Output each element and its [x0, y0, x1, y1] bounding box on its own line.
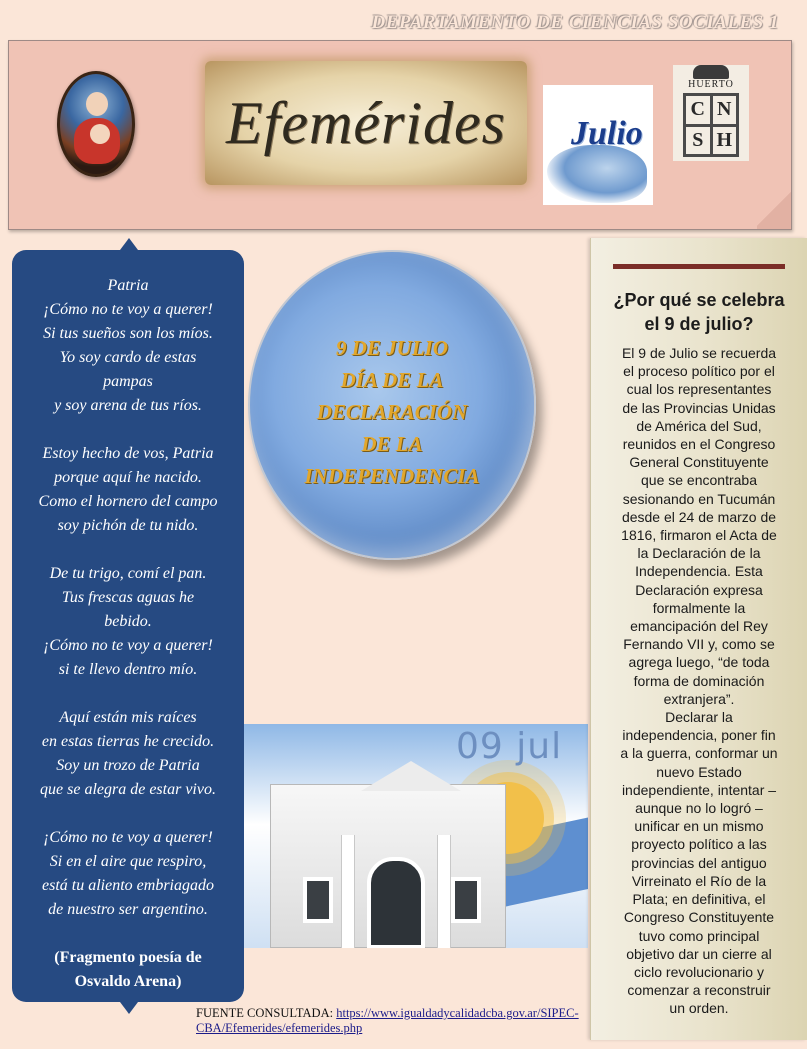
poem-line: Tus frescas aguas he — [61, 589, 195, 606]
sidebar-body-line: 1816, firmaron el Acta de — [621, 527, 777, 544]
sidebar-body-line: Virreinato el Río de la — [631, 872, 767, 889]
source-link-line: CBA/Efemerides/efemerides.php — [196, 1021, 363, 1035]
sidebar-body-line: la Declaración de la — [637, 545, 761, 562]
sidebar-body-line: de América del Sud, — [636, 417, 762, 434]
sidebar-body-line: Independencia. Esta — [635, 563, 763, 580]
sidebar-body-line: El 9 de Julio se recuerda — [621, 345, 777, 361]
sidebar-body-line: proyecto político a las — [631, 836, 767, 853]
sidebar-body-line: agrega luego, “de toda — [628, 654, 770, 671]
facade-column — [341, 835, 355, 948]
sidebar-body-line: extranjera”. — [663, 690, 735, 707]
sidebar-body — [599, 344, 799, 1016]
poem-line: Estoy hecho de vos, Patria — [42, 445, 214, 462]
poem-line: De tu trigo, comí el pan. — [49, 565, 207, 582]
julio-swirl — [547, 145, 647, 203]
poem-line: ¡Cómo no te voy a querer! — [43, 637, 213, 654]
sidebar-body-line: forma de dominación — [633, 672, 765, 689]
sidebar-body-line: independencia, poner fin — [622, 727, 776, 744]
date-line: DE LA — [361, 432, 423, 456]
sidebar-body-line: el proceso político por el — [623, 363, 775, 380]
sidebar-body-line: emancipación del Rey — [630, 618, 768, 635]
facade-pediment — [361, 761, 461, 791]
poem-stanza — [12, 826, 244, 922]
poem-line: Como el hornero del campo — [38, 493, 218, 510]
poem-line: Si en el aire que respiro, — [49, 853, 207, 870]
crest-crown-icon — [693, 65, 729, 79]
sidebar-body-line: ciclo revolucionario y — [634, 963, 764, 980]
poem-notch-top — [120, 238, 138, 250]
poem-line: Patria — [107, 277, 149, 294]
date-circle — [248, 250, 536, 560]
poem-line: si te llevo dentro mío. — [58, 661, 198, 678]
sidebar-body-line: que se encontraba — [641, 472, 757, 489]
poem-line: que se alegra de estar vivo. — [40, 781, 216, 798]
sidebar-body-line: comenzar a reconstruir — [627, 982, 771, 999]
medallion-face — [86, 92, 108, 116]
sidebar-body-line: tuvo como principal — [638, 927, 760, 944]
poem-line: Soy un trozo de Patria — [56, 757, 200, 774]
poem-line: y soy arena de tus ríos. — [54, 397, 202, 414]
sidebar-body-line: independiente, intentar – — [621, 781, 777, 798]
sidebar-rule — [613, 264, 785, 269]
medallion-child — [90, 124, 110, 144]
poem-notch-bottom — [120, 1002, 138, 1014]
sidebar-heading — [597, 288, 801, 336]
source-note — [196, 1006, 616, 1036]
poem-line: Aquí están mis raíces — [59, 709, 197, 726]
poem-line: en estas tierras he crecido. — [41, 733, 215, 750]
poem-line: ¡Cómo no te voy a querer! — [43, 829, 213, 846]
sidebar-body-line: desde el 24 de marzo de — [621, 508, 777, 525]
crest-letter: S — [686, 127, 710, 155]
poem-line: está tu aliento embriagado — [42, 877, 214, 894]
poem-line: ¡Cómo no te voy a querer! — [43, 301, 213, 318]
casa-historica-photo — [244, 724, 588, 948]
header-banner — [8, 40, 792, 230]
poem-panel — [12, 250, 244, 1002]
poem-stanza — [12, 562, 244, 682]
crest-letter: C — [686, 96, 710, 124]
why-celebrate-sidebar — [590, 238, 807, 1040]
sidebar-body-line: cual los representantes — [626, 381, 772, 398]
source-prefix: FUENTE CONSULTADA: — [196, 1006, 337, 1020]
sidebar-body-line: provincias del antiguo — [631, 854, 767, 871]
sidebar-body-line: Congreso Constituyente — [623, 909, 775, 926]
source-link-line: https://www.igualdadycalidadcba.gov.ar/SIPEC- — [336, 1006, 579, 1020]
crest-label: HUERTO — [688, 79, 734, 90]
facade-door — [367, 857, 425, 948]
sidebar-body-line: de las Provincias Unidas — [622, 399, 776, 416]
julio-badge — [543, 85, 653, 205]
crest-letter: H — [713, 127, 737, 155]
date-line: DECLARACIÓN — [316, 400, 468, 424]
facade-window — [303, 877, 333, 923]
sidebar-body-line: reunidos en el Congreso — [622, 436, 776, 453]
department-title: DEPARTAMENTO DE CIENCIAS SOCIALES 1 — [371, 12, 779, 33]
sidebar-heading-line: ¿Por qué se celebra — [613, 290, 785, 310]
date-line: 9 DE JULIO — [335, 336, 448, 360]
sidebar-body-line: formalmente la — [652, 599, 746, 616]
poem-credit-line: (Fragmento poesía de — [54, 949, 202, 966]
date-headline — [250, 332, 534, 492]
photo-date-overlay: 09 jul — [456, 726, 563, 767]
sidebar-heading-line: el 9 de julio? — [644, 314, 754, 334]
julio-label: Julio — [571, 115, 643, 152]
poem-stanza — [12, 442, 244, 538]
date-line: INDEPENDENCIA — [304, 464, 480, 488]
poem-stanza — [12, 706, 244, 802]
sidebar-body-line: un orden. — [669, 1000, 729, 1016]
crest-letter: N — [713, 96, 737, 124]
sidebar-body-line: unificar en un mismo — [634, 818, 764, 835]
poem-line: bebido. — [104, 613, 152, 630]
facade-column — [437, 835, 451, 948]
efemerides-title: Efemérides — [226, 89, 506, 156]
facade-window — [451, 877, 481, 923]
casa-historica-facade — [270, 784, 506, 948]
poem-line: de nuestro ser argentino. — [48, 901, 208, 918]
sidebar-body-line: nuevo Estado — [656, 763, 742, 780]
sidebar-body-line: Fernando VII y, como se — [623, 636, 775, 653]
sidebar-body-line: a la guerra, conformar un — [620, 745, 778, 762]
virgin-medallion-image — [57, 71, 135, 177]
poem-credit — [12, 946, 244, 994]
poem-credit-line: Osvaldo Arena) — [74, 973, 182, 990]
crest-letter-grid — [683, 93, 739, 157]
poem-line: Yo soy cardo de estas — [59, 349, 197, 366]
sidebar-body-line: Plata; en definitiva, el — [632, 891, 766, 908]
sidebar-body-line: Declaración expresa — [635, 581, 763, 598]
poem-line: pampas — [103, 373, 153, 390]
title-parchment — [205, 61, 527, 185]
poem-stanza — [12, 274, 244, 418]
sidebar-body-line: General Constituyente — [629, 454, 769, 471]
date-line: DÍA DE LA — [340, 368, 444, 392]
school-crest — [673, 65, 749, 161]
sidebar-body-line: sesionando en Tucumán — [622, 490, 776, 507]
poem-line: soy pichón de tu nido. — [57, 517, 199, 534]
sidebar-body-line: Declarar la — [665, 709, 733, 726]
banner-fold — [757, 189, 791, 229]
poem-line: Si tus sueños son los míos. — [43, 325, 213, 342]
sidebar-body-line: objetivo dar un cierre al — [626, 945, 772, 962]
poem-line: porque aquí he nacido. — [54, 469, 202, 486]
sidebar-body-line: aunque no lo logró – — [635, 800, 763, 817]
